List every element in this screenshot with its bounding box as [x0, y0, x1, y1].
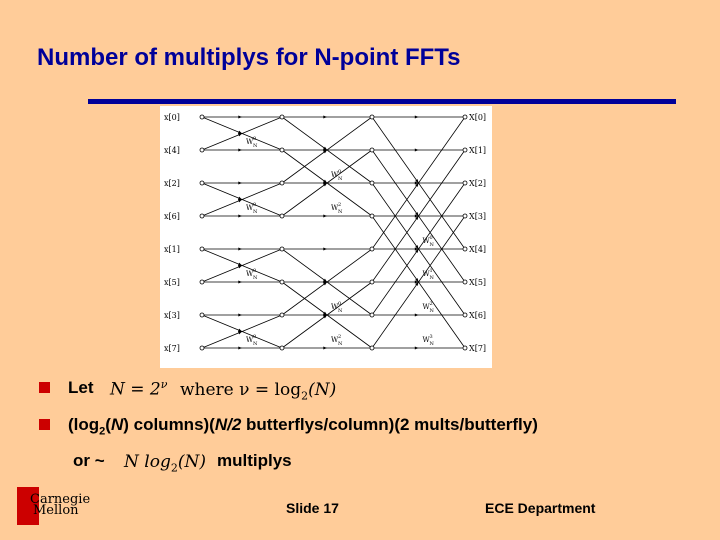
flow-node [200, 280, 204, 284]
flow-line-h-arrow [323, 214, 327, 217]
line2-N2: N/2 [214, 415, 242, 434]
line2-sub: 2 [99, 425, 106, 438]
flow-node [200, 247, 204, 251]
line2-part-d: butterflys/column)(2 mults/butterfly) [241, 415, 538, 434]
flow-line-cross-arrow [238, 331, 242, 334]
bullet-multiply-count [68, 415, 538, 437]
output-label: X[1] [469, 146, 487, 155]
twiddle-sub: N [338, 308, 343, 314]
twiddle-sub: N [338, 209, 343, 215]
flow-line-cross-arrow [238, 131, 242, 134]
input-label: x[7] [164, 344, 180, 353]
flow-line-cross-arrow [238, 133, 242, 136]
twiddle-factor: W [331, 303, 339, 311]
flow-node [200, 346, 204, 350]
twiddle-exp: 3 [429, 334, 433, 340]
twiddle-exp: 1 [429, 268, 433, 274]
twiddle-factor: W [422, 336, 430, 344]
flow-node [370, 214, 374, 218]
let-log-base: 2 [301, 389, 309, 403]
flow-line-h-arrow [238, 280, 242, 283]
flow-node [463, 115, 467, 119]
flow-node [370, 346, 374, 350]
flow-line-h-arrow [415, 148, 419, 151]
input-label: x[1] [164, 245, 180, 254]
twiddle-sub: N [253, 341, 258, 347]
twiddle-exp: 0 [338, 301, 342, 307]
twiddle-exp: 0 [429, 235, 433, 241]
twiddle-factor: W [422, 270, 430, 278]
flow-line-cross-arrow [238, 199, 242, 202]
flow-node [463, 214, 467, 218]
flow-node [463, 181, 467, 185]
flow-node [463, 313, 467, 317]
flow-node [463, 247, 467, 251]
flow-node [200, 181, 204, 185]
twiddle-sub: N [253, 143, 258, 149]
slide-title: Number of multiplys for N-point FFTs [37, 44, 461, 71]
twiddle-exp: 0 [253, 334, 257, 340]
flow-line-h-arrow [323, 346, 327, 349]
input-label: x[4] [164, 146, 180, 155]
line2-part-b: ( [105, 415, 111, 434]
let-where-text: where ν = log [180, 380, 302, 400]
flow-line-h-arrow [238, 247, 242, 250]
output-label: X[7] [469, 344, 487, 353]
twiddle-sub: N [429, 341, 434, 347]
or-label: or ~ [73, 451, 105, 470]
flow-node [280, 346, 284, 350]
multiplys-label: multiplys [217, 451, 292, 470]
flow-line-h-arrow [238, 148, 242, 151]
flow-node [280, 280, 284, 284]
flow-node [370, 313, 374, 317]
input-label: x[5] [164, 278, 180, 287]
flow-line-h-arrow [415, 313, 419, 316]
flow-node [280, 214, 284, 218]
let-math-tail: (N) [308, 380, 337, 400]
bullet-let-label: Let [68, 378, 94, 397]
output-label: X[2] [469, 179, 487, 188]
or-math-sub: 2 [170, 461, 178, 475]
flow-line-h-arrow [323, 247, 327, 250]
flow-node [200, 115, 204, 119]
twiddle-sub: N [253, 209, 258, 215]
twiddle-factor: W [246, 336, 254, 344]
department-label: ECE Department [485, 500, 596, 516]
flow-node [200, 313, 204, 317]
fft-flow-graph [160, 106, 492, 368]
or-formula [124, 452, 206, 474]
flow-line-h-arrow [238, 346, 242, 349]
flow-line-h-arrow [238, 313, 242, 316]
flow-line-h-arrow [323, 115, 327, 118]
input-label: x[6] [164, 212, 180, 221]
twiddle-exp: 2 [429, 301, 433, 307]
flow-line-cross-arrow [238, 265, 242, 268]
twiddle-sub: N [429, 275, 434, 281]
twiddle-exp: 0 [253, 268, 257, 274]
title-underline [88, 99, 676, 104]
line2-part-a: (log [68, 415, 100, 434]
line2-N: N [110, 415, 124, 434]
flow-line-cross-arrow [238, 329, 242, 332]
input-label: x[0] [164, 113, 180, 122]
or-math-tail: (N) [177, 452, 206, 472]
twiddle-exp: 2 [338, 202, 342, 208]
twiddle-exp: 0 [338, 169, 342, 175]
twiddle-factor: W [246, 138, 254, 146]
twiddle-factor: W [246, 204, 254, 212]
twiddle-exp: 0 [253, 136, 257, 142]
twiddle-factor: W [422, 303, 430, 311]
output-label: X[0] [469, 113, 487, 122]
flow-line-h-arrow [415, 346, 419, 349]
let-formula [110, 378, 167, 400]
twiddle-factor: W [331, 336, 339, 344]
twiddle-sub: N [338, 176, 343, 182]
flow-node [370, 148, 374, 152]
bullet-marker-1 [39, 382, 50, 393]
or-math: N log [124, 452, 171, 472]
flow-node [463, 346, 467, 350]
bullet-marker-2 [39, 419, 50, 430]
input-label: x[2] [164, 179, 180, 188]
output-label: X[6] [469, 311, 487, 320]
slide-number: Slide 17 [286, 500, 339, 516]
flow-node [280, 247, 284, 251]
let-math-left: N = 2 [110, 379, 161, 400]
flow-node [370, 247, 374, 251]
flow-node [200, 214, 204, 218]
flow-node [463, 148, 467, 152]
twiddle-exp: 2 [338, 334, 342, 340]
flow-node [280, 148, 284, 152]
cmu-logo-line1: Carnegie [30, 492, 91, 507]
line2-part-c: ) columns)( [123, 415, 215, 434]
flow-node [280, 313, 284, 317]
twiddle-factor: W [422, 237, 430, 245]
flow-node [463, 280, 467, 284]
flow-line-h-arrow [415, 115, 419, 118]
flow-node [370, 280, 374, 284]
output-label: X[5] [469, 278, 487, 287]
output-label: X[3] [469, 212, 487, 221]
let-where-formula [180, 380, 336, 402]
twiddle-factor: W [246, 270, 254, 278]
flow-node [280, 181, 284, 185]
twiddle-factor: W [331, 171, 339, 179]
cmu-logo-line2: Mellon [33, 503, 79, 518]
flow-line-cross-arrow [238, 263, 242, 266]
twiddle-exp: 0 [253, 202, 257, 208]
flow-node [370, 181, 374, 185]
flow-line-h-arrow [238, 115, 242, 118]
twiddle-sub: N [253, 275, 258, 281]
flow-line-h-arrow [238, 214, 242, 217]
flow-node [280, 115, 284, 119]
flow-node [370, 115, 374, 119]
twiddle-sub: N [338, 341, 343, 347]
flow-line-h-arrow [238, 181, 242, 184]
let-math-exp: ν [160, 378, 168, 391]
flow-node [200, 148, 204, 152]
input-label: x[3] [164, 311, 180, 320]
flow-line-cross-arrow [238, 197, 242, 200]
twiddle-factor: W [331, 204, 339, 212]
twiddle-sub: N [429, 308, 434, 314]
twiddle-sub: N [429, 242, 434, 248]
output-label: X[4] [469, 245, 487, 254]
